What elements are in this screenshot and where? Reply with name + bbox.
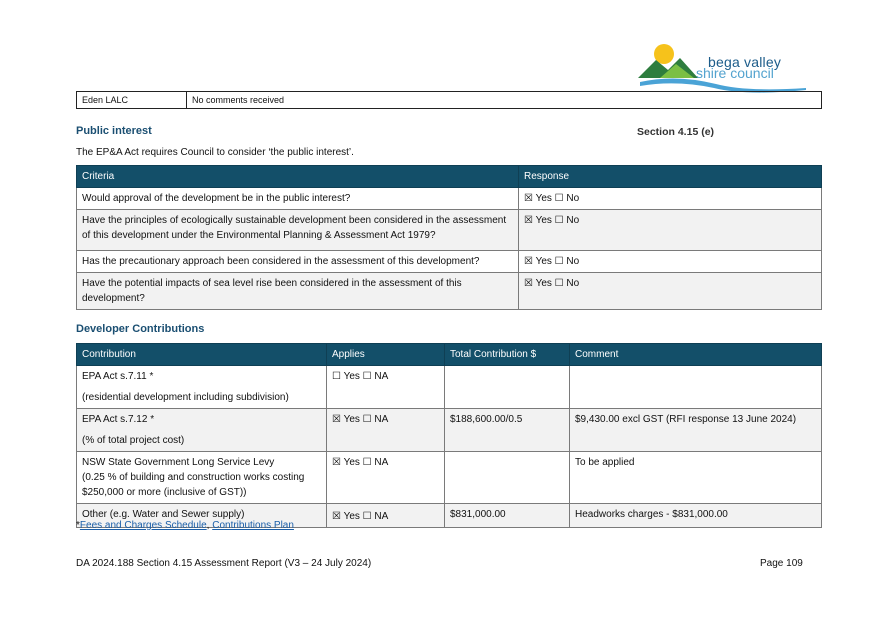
contribution-name: EPA Act s.7.11 *	[82, 371, 154, 382]
comment-cell	[570, 366, 822, 409]
criteria-table	[76, 165, 822, 310]
contribution-name: EPA Act s.7.12 *	[82, 414, 155, 425]
contribution-note: (residential development including subdivision)	[82, 392, 289, 403]
table-row	[77, 452, 822, 504]
col-contribution: Contribution	[77, 344, 327, 366]
footnote	[76, 520, 294, 531]
response-cell: ☒ Yes ☐ No	[519, 188, 822, 210]
eden-label: Eden LALC	[77, 92, 187, 109]
table-row	[77, 210, 822, 251]
col-response: Response	[519, 166, 822, 188]
table-row	[77, 273, 822, 310]
developer-contributions-heading: Developer Contributions	[76, 323, 205, 335]
comment-cell: $9,430.00 excl GST (RFI response 13 June 2024)	[570, 409, 822, 452]
footnote-prefix: *	[76, 520, 80, 531]
page-number: Page 109	[760, 558, 803, 569]
eden-table	[76, 91, 822, 109]
contribution-cell	[77, 409, 327, 452]
response-cell: ☒ Yes ☐ No	[519, 273, 822, 310]
applies-cell: ☐ Yes ☐ NA	[327, 366, 445, 409]
total-cell: $831,000.00	[445, 504, 570, 528]
public-interest-heading: Public interest	[76, 125, 152, 137]
contribution-note: (0.25 % of building and construction works costing $250,000 or more (inclusive of GST))	[82, 472, 305, 498]
logo-line2: shire council	[696, 65, 774, 81]
logo-line1: bega valley	[708, 54, 782, 70]
table-row	[77, 188, 822, 210]
contributions-table	[76, 343, 822, 528]
applies-cell: ☒ Yes ☐ NA	[327, 452, 445, 504]
total-cell: $188,600.00/0.5	[445, 409, 570, 452]
criteria-cell: Would approval of the development be in the public interest?	[77, 188, 519, 210]
criteria-cell: Have the potential impacts of sea level rise been considered in the assessment of this development?	[77, 273, 519, 310]
section-tag: Section 4.15 (e)	[637, 126, 715, 138]
contribution-note: (% of total project cost)	[82, 435, 185, 446]
applies-cell: ☒ Yes ☐ NA	[327, 504, 445, 528]
total-cell	[445, 366, 570, 409]
total-cell	[445, 452, 570, 504]
response-cell: ☒ Yes ☐ No	[519, 251, 822, 273]
contrib-header-row	[77, 344, 822, 366]
criteria-cell: Has the precautionary approach been considered in the assessment of this development?	[77, 251, 519, 273]
fees-charges-link[interactable]: Fees and Charges Schedule	[79, 520, 207, 531]
table-row	[77, 92, 822, 109]
comment-cell: Headworks charges - $831,000.00	[570, 504, 822, 528]
table-row	[77, 251, 822, 273]
contribution-name: Other (e.g. Water and Sewer supply)	[82, 509, 245, 520]
contribution-name: NSW State Government Long Service Levy	[82, 457, 275, 468]
col-total: Total Contribution $	[445, 344, 570, 366]
criteria-header-row	[77, 166, 822, 188]
col-comment: Comment	[570, 344, 822, 366]
criteria-cell: Have the principles of ecologically sustainable development been considered in the assessment of this development under the Environmental Planning & Assessment Act 1979?	[77, 210, 519, 251]
comment-cell: To be applied	[570, 452, 822, 504]
table-row	[77, 409, 822, 452]
contribution-cell	[77, 366, 327, 409]
footer-title: DA 2024.188 Section 4.15 Assessment Report (V3 – 24 July 2024)	[76, 558, 372, 569]
footnote-sep: ,	[206, 520, 213, 531]
contributions-plan-link[interactable]: Contributions Plan	[212, 520, 294, 531]
contribution-cell	[77, 452, 327, 504]
eden-value: No comments received	[187, 92, 822, 109]
col-applies: Applies	[327, 344, 445, 366]
applies-cell: ☒ Yes ☐ NA	[327, 409, 445, 452]
col-criteria: Criteria	[77, 166, 519, 188]
response-cell: ☒ Yes ☐ No	[519, 210, 822, 251]
table-row	[77, 366, 822, 409]
public-interest-intro: The EP&A Act requires Council to consider ‘the public interest’.	[76, 147, 354, 158]
